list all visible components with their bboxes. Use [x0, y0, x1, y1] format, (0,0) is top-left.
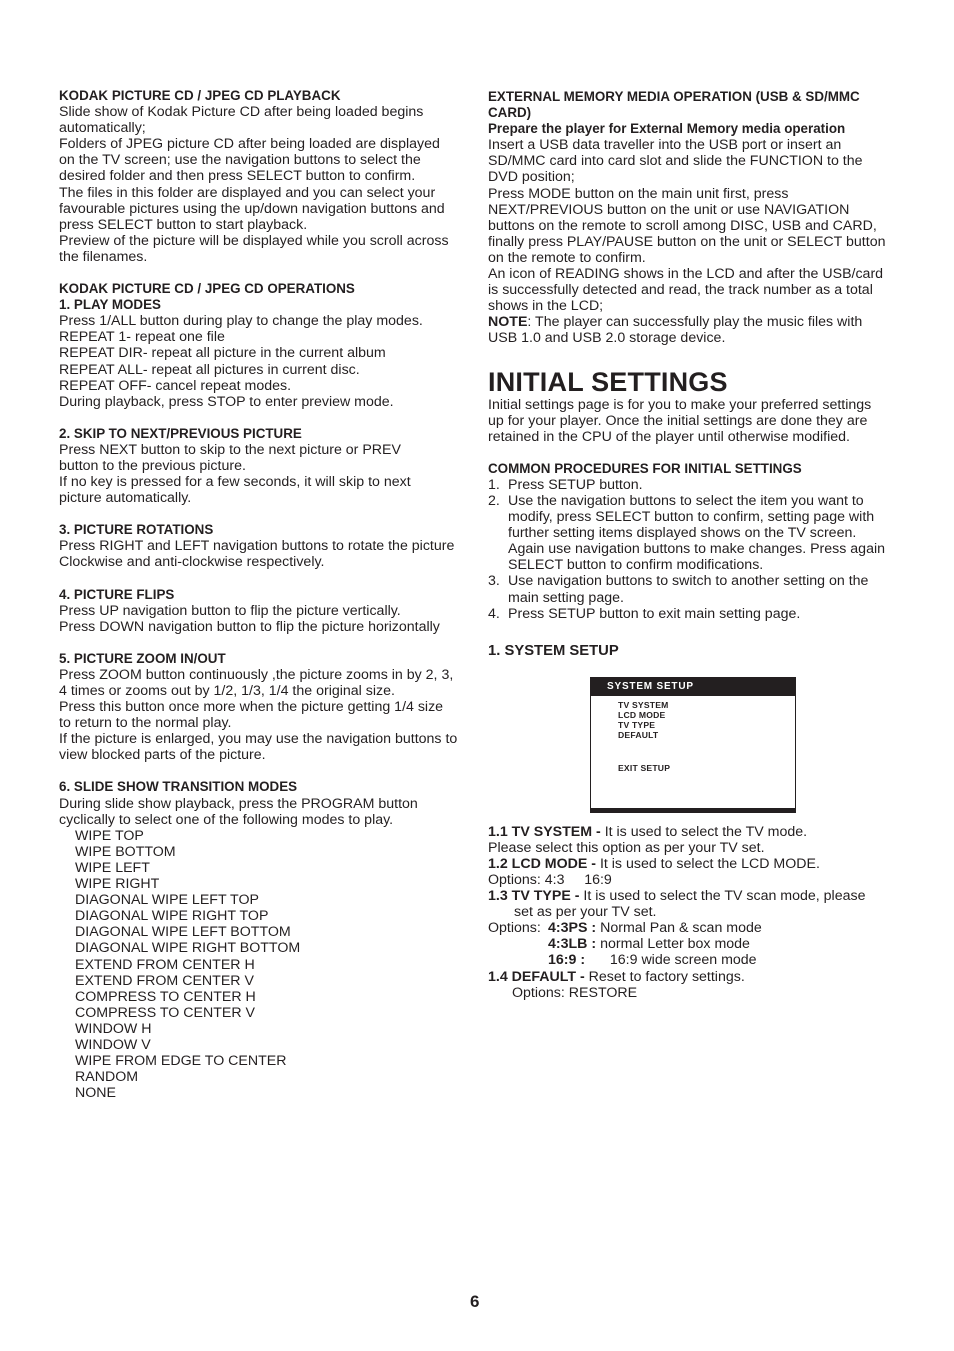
flips-heading: 4. PICTURE FLIPS: [59, 586, 175, 602]
text-line: During playback, press STOP to enter preview mode.: [59, 393, 394, 410]
transition-heading: [59, 779, 469, 795]
tv-system-desc: [488, 824, 898, 840]
text-line: main setting page.: [508, 589, 624, 606]
text-line: Use navigation buttons to switch to another setting on the: [508, 573, 869, 590]
list-item: DIAGONAL WIPE RIGHT BOTTOM: [75, 940, 301, 957]
external-body: [488, 137, 898, 346]
text-line: is successfully detected and read, the track number as a total: [488, 282, 873, 299]
external-heading-line-2: CARD): [488, 105, 532, 121]
tv-type-text: It is used to select the TV scan mode, please: [579, 888, 866, 905]
text-line: The files in this folder are displayed and you can select your: [59, 184, 436, 201]
default-options: Options: RESTORE: [512, 984, 638, 1001]
external-subheading: Prepare the player for External Memory media operation: [488, 121, 846, 137]
text-line: further setting items displayed shows on the TV screen.: [508, 525, 857, 542]
rotations-heading: 3. PICTURE ROTATIONS: [59, 522, 214, 538]
transition-modes-list: [59, 828, 469, 1102]
option-value: Normal Pan & scan mode: [600, 920, 762, 937]
text-line: Press DOWN navigation button to flip the picture horizontally: [59, 618, 440, 635]
text-line: Insert a USB data traveller into the USB port or insert an: [488, 137, 842, 154]
text-line: Slide show of Kodak Picture CD after being loaded begins: [59, 104, 424, 121]
skip-body: [59, 442, 469, 506]
text-line: modify, press SELECT button to confirm, setting page with: [508, 509, 875, 526]
lcd-options: Options: 4:3 16:9: [488, 872, 612, 888]
list-item: WINDOW V: [75, 1036, 151, 1053]
text-line: NEXT/PREVIOUS button on the unit or use NAVIGATION: [488, 201, 850, 218]
text-line: Preview of the picture will be displayed while you scroll across: [59, 232, 449, 249]
lcd-mode-text: It is used to select the LCD MODE.: [596, 855, 820, 872]
option-value: normal Letter box mode: [600, 936, 750, 953]
text-line: REPEAT DIR- repeat all picture in the current album: [59, 345, 386, 362]
tv-type-label: 1.3 TV TYPE -: [488, 888, 580, 905]
right-column: [488, 89, 898, 1001]
list-item: WIPE LEFT: [75, 859, 150, 876]
text-line: REPEAT ALL- repeat all pictures in current disc.: [59, 361, 360, 378]
text-line: DVD position;: [488, 169, 575, 186]
kodak-playback-heading: KODAK PICTURE CD / JPEG CD PLAYBACK: [59, 88, 341, 103]
list-item: DIAGONAL WIPE LEFT BOTTOM: [75, 924, 291, 941]
option-value: 16:9 wide screen mode: [602, 952, 757, 969]
initial-settings-title: INITIAL SETTINGS: [488, 366, 728, 397]
text-line: USB 1.0 and USB 2.0 storage device.: [488, 330, 726, 347]
text-line: automatically;: [59, 120, 146, 137]
procedures-list: [488, 477, 898, 622]
text-line: shows in the LCD;: [488, 298, 604, 315]
text-line: Press this button once more when the picture getting 1/4 size: [59, 699, 444, 716]
text-line: Again use navigation buttons to make changes. Press again: [508, 541, 886, 558]
list-number: 4.: [488, 605, 500, 622]
text-line: cyclically to select one of the following modes to play.: [59, 811, 394, 828]
text-line: Initial settings page is for you to make your preferred settings: [488, 396, 872, 413]
text-line: Use the navigation buttons to select the item you want to: [508, 492, 864, 509]
play-modes-heading: 1. PLAY MODES: [59, 297, 161, 313]
text-line: Clockwise and anti-clockwise respectively.: [59, 554, 325, 571]
kodak-playback-body: [59, 104, 469, 265]
flips-body: [59, 603, 469, 635]
list-item: DIAGONAL WIPE RIGHT TOP: [75, 908, 269, 925]
transition-body: [59, 796, 469, 828]
skip-heading: 2. SKIP TO NEXT/PREVIOUS PICTURE: [59, 425, 302, 441]
text-line: REPEAT 1- repeat one file: [59, 329, 225, 346]
text-line: Press ZOOM button continuously ,the picture zooms in by 2, 3,: [59, 666, 454, 683]
text-line: finally press PLAY/PAUSE button on the unit or SELECT button: [488, 233, 886, 250]
list-item: EXTEND FROM CENTER V: [75, 972, 254, 989]
option-row: [488, 952, 898, 968]
list-item: DIAGONAL WIPE LEFT TOP: [75, 892, 259, 909]
menu-item-tv-type: TV TYPE: [618, 720, 656, 730]
lcd-mode-label: 1.2 LCD MODE -: [488, 855, 596, 872]
list-item: [488, 477, 898, 493]
text-line: An icon of READING shows in the LCD and after the USB/card: [488, 266, 884, 283]
play-modes-body: [59, 313, 469, 410]
left-column: [59, 88, 469, 1101]
text-line: picture automatically.: [59, 490, 192, 507]
text-line: set as per your TV set.: [514, 904, 657, 921]
list-item: [488, 493, 898, 573]
option-key: 16:9 :: [548, 952, 586, 969]
menu-item-exit-setup: EXIT SETUP: [618, 763, 671, 773]
text-line: up for your player. Once the initial settings are done they are: [488, 412, 868, 429]
initial-settings-body: [488, 397, 898, 445]
lcd-mode-desc: [488, 856, 898, 872]
text-line: on the TV screen; use the navigation buttons to select the: [59, 152, 421, 169]
text-line: If no key is pressed for a few seconds, it will skip to next: [59, 474, 411, 491]
menu-item-lcd-mode: LCD MODE: [618, 710, 666, 720]
list-number: 1.: [488, 476, 500, 493]
option-key: 4:3LB :: [548, 936, 597, 953]
text-line: on the remote to confirm.: [488, 249, 646, 266]
page-number: 6: [470, 1292, 480, 1311]
kodak-operations-heading: KODAK PICTURE CD / JPEG CD OPERATIONS: [59, 281, 355, 297]
list-item: WIPE TOP: [75, 827, 144, 844]
text-line: favourable pictures using the up/down navigation buttons and: [59, 200, 445, 217]
note-line: [488, 314, 898, 330]
system-setup-menu-box: [590, 677, 796, 813]
transition-number: 6.: [59, 779, 71, 795]
tv-system-text: It is used to select the TV mode.: [600, 823, 808, 840]
list-item: COMPRESS TO CENTER H: [75, 988, 256, 1005]
list-item: EXTEND FROM CENTER H: [75, 956, 255, 973]
option-row: [488, 936, 898, 952]
procedures-heading: COMMON PROCEDURES FOR INITIAL SETTINGS: [488, 460, 802, 476]
text-line: 4 times or zooms out by 1/2, 1/3, 1/4 the original size.: [59, 683, 395, 699]
list-number: 2.: [488, 492, 500, 509]
external-heading-line-1: EXTERNAL MEMORY MEDIA OPERATION (USB & SD/MMC: [488, 89, 860, 104]
default-desc: [488, 969, 898, 985]
list-item: WIPE FROM EDGE TO CENTER: [75, 1053, 287, 1070]
default-text: Reset to factory settings.: [584, 968, 745, 985]
text-line: Press RIGHT and LEFT navigation buttons to rotate the picture: [59, 538, 455, 555]
list-item: RANDOM: [75, 1069, 139, 1086]
text-line: SD/MMC card into card slot and slide the FUNCTION to the: [488, 153, 863, 170]
text-line: the filenames.: [59, 248, 148, 265]
list-item: WIPE BOTTOM: [75, 843, 176, 860]
text-line: press SELECT button to start playback.: [59, 216, 308, 233]
text-line: SELECT button to confirm modifications.: [508, 557, 764, 574]
list-item: [488, 573, 898, 605]
text-line: Folders of JPEG picture CD after being loaded are displayed: [59, 136, 440, 153]
text-line: Press SETUP button to exit main setting page.: [508, 605, 801, 622]
text-line: Press 1/ALL button during play to change the play modes.: [59, 313, 423, 330]
text-line: retained in the CPU of the player until otherwise modified.: [488, 428, 850, 445]
tv-type-desc: [488, 888, 898, 904]
tv-system-label: 1.1 TV SYSTEM -: [488, 823, 601, 840]
list-item: COMPRESS TO CENTER V: [75, 1004, 256, 1021]
text-line: Please select this option as per your TV set.: [488, 839, 765, 856]
options-label: Options:: [488, 920, 541, 937]
list-number: 3.: [488, 573, 500, 590]
zoom-heading: 5. PICTURE ZOOM IN/OUT: [59, 650, 226, 666]
menu-item-default: DEFAULT: [618, 730, 659, 740]
text-line: Press UP navigation button to flip the picture vertically.: [59, 602, 401, 619]
text-line: desired folder and then press SELECT button to confirm.: [59, 168, 416, 185]
transition-title: SLIDE SHOW TRANSITION MODES: [73, 779, 298, 795]
note-text: : The player can successfully play the music files with: [527, 314, 863, 331]
text-line: REPEAT OFF- cancel repeat modes.: [59, 377, 292, 394]
text-line: buttons on the remote to scroll among DISC, USB and CARD,: [488, 217, 877, 234]
text-line: button to the previous picture.: [59, 457, 246, 474]
default-label: 1.4 DEFAULT -: [488, 968, 585, 985]
text-line: If the picture is enlarged, you may use the navigation buttons to: [59, 731, 458, 748]
menu-item-tv-system: TV SYSTEM: [618, 700, 669, 710]
rotations-body: [59, 538, 469, 570]
text-line: to return to the normal play.: [59, 715, 232, 732]
text-line: view blocked parts of the picture.: [59, 747, 266, 764]
text-line: Press MODE button on the main unit first, press: [488, 185, 789, 202]
system-setup-heading: 1. SYSTEM SETUP: [488, 642, 619, 659]
option-row: [488, 920, 898, 936]
text-line: Press NEXT button to skip to the next picture or PREV: [59, 441, 401, 458]
list-item: [488, 606, 898, 622]
system-setup-menu-header: SYSTEM SETUP: [591, 678, 795, 696]
list-item: NONE: [75, 1085, 116, 1102]
text-line: Press SETUP button.: [508, 476, 643, 493]
option-key: 4:3PS :: [548, 920, 597, 937]
text-line: During slide show playback, press the PROGRAM button: [59, 795, 418, 812]
list-item: WIPE RIGHT: [75, 876, 160, 893]
zoom-body: [59, 667, 469, 764]
note-label: NOTE: [488, 314, 528, 331]
list-item: WINDOW H: [75, 1020, 152, 1037]
